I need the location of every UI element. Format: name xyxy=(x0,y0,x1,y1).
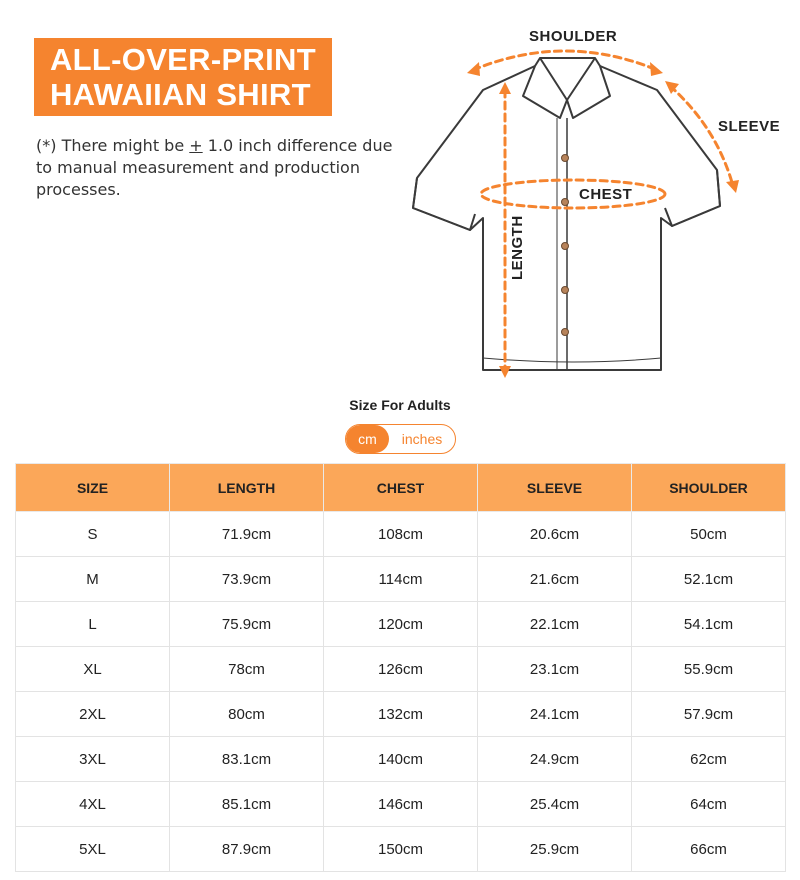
table-row xyxy=(16,602,786,647)
header-chest: CHEST xyxy=(324,464,478,512)
table-row xyxy=(16,647,786,692)
title-line-2: HAWAIIAN SHIRT xyxy=(50,77,311,112)
cell-chest: 114cm xyxy=(324,557,478,602)
shirt-button-icon xyxy=(562,243,569,250)
label-chest: CHEST xyxy=(579,186,633,203)
note-prefix: (*) There might be xyxy=(36,136,190,155)
note-suffix: 1.0 inch difference due to manual measurement and production processes. xyxy=(36,136,393,199)
cell-size: L xyxy=(16,602,170,647)
unit-toggle xyxy=(345,424,456,454)
cell-length: 80cm xyxy=(170,692,324,737)
size-chart-table xyxy=(15,463,786,872)
unit-cm-button[interactable]: cm xyxy=(346,425,389,453)
header-sleeve: SLEEVE xyxy=(478,464,632,512)
table-row xyxy=(16,737,786,782)
cell-shoulder: 54.1cm xyxy=(632,602,786,647)
cell-size: 4XL xyxy=(16,782,170,827)
cell-sleeve: 21.6cm xyxy=(478,557,632,602)
measurement-note xyxy=(36,135,396,201)
table-row xyxy=(16,827,786,872)
header-length: LENGTH xyxy=(170,464,324,512)
shirt-button-icon xyxy=(562,329,569,336)
cell-size: 3XL xyxy=(16,737,170,782)
cell-length: 85.1cm xyxy=(170,782,324,827)
shirt-outline-icon xyxy=(413,58,720,370)
shirt-diagram xyxy=(395,18,790,383)
shirt-button-icon xyxy=(562,287,569,294)
cell-sleeve: 25.4cm xyxy=(478,782,632,827)
cell-chest: 132cm xyxy=(324,692,478,737)
cell-length: 73.9cm xyxy=(170,557,324,602)
size-section-title: Size For Adults xyxy=(349,397,451,413)
table-row xyxy=(16,782,786,827)
table-row xyxy=(16,692,786,737)
cell-shoulder: 57.9cm xyxy=(632,692,786,737)
cell-sleeve: 23.1cm xyxy=(478,647,632,692)
cell-sleeve: 25.9cm xyxy=(478,827,632,872)
cell-length: 75.9cm xyxy=(170,602,324,647)
cell-chest: 120cm xyxy=(324,602,478,647)
table-row xyxy=(16,557,786,602)
cell-sleeve: 24.1cm xyxy=(478,692,632,737)
cell-length: 78cm xyxy=(170,647,324,692)
table-header-row xyxy=(16,464,786,512)
cell-chest: 146cm xyxy=(324,782,478,827)
header-size: SIZE xyxy=(16,464,170,512)
cell-chest: 126cm xyxy=(324,647,478,692)
header-shoulder: SHOULDER xyxy=(632,464,786,512)
cell-size: M xyxy=(16,557,170,602)
cell-size: XL xyxy=(16,647,170,692)
cell-shoulder: 66cm xyxy=(632,827,786,872)
title-banner xyxy=(34,38,332,116)
cell-sleeve: 20.6cm xyxy=(478,512,632,557)
plus-minus-sign: + xyxy=(189,136,203,155)
cell-chest: 108cm xyxy=(324,512,478,557)
shirt-button-icon xyxy=(562,199,569,206)
label-sleeve: SLEEVE xyxy=(718,118,781,135)
shirt-button-icon xyxy=(562,155,569,162)
cell-size: 5XL xyxy=(16,827,170,872)
title-line-1: ALL-OVER-PRINT xyxy=(50,42,316,77)
cell-length: 71.9cm xyxy=(170,512,324,557)
cell-shoulder: 52.1cm xyxy=(632,557,786,602)
unit-inches-button[interactable]: inches xyxy=(401,431,443,447)
cell-length: 83.1cm xyxy=(170,737,324,782)
cell-sleeve: 24.9cm xyxy=(478,737,632,782)
cell-shoulder: 55.9cm xyxy=(632,647,786,692)
cell-chest: 150cm xyxy=(324,827,478,872)
cell-shoulder: 62cm xyxy=(632,737,786,782)
cell-shoulder: 50cm xyxy=(632,512,786,557)
cell-length: 87.9cm xyxy=(170,827,324,872)
cell-size: S xyxy=(16,512,170,557)
cell-chest: 140cm xyxy=(324,737,478,782)
table-row xyxy=(16,512,786,557)
cell-size: 2XL xyxy=(16,692,170,737)
cell-sleeve: 22.1cm xyxy=(478,602,632,647)
label-length: LENGTH xyxy=(509,215,526,280)
label-shoulder: SHOULDER xyxy=(529,28,618,45)
cell-shoulder: 64cm xyxy=(632,782,786,827)
